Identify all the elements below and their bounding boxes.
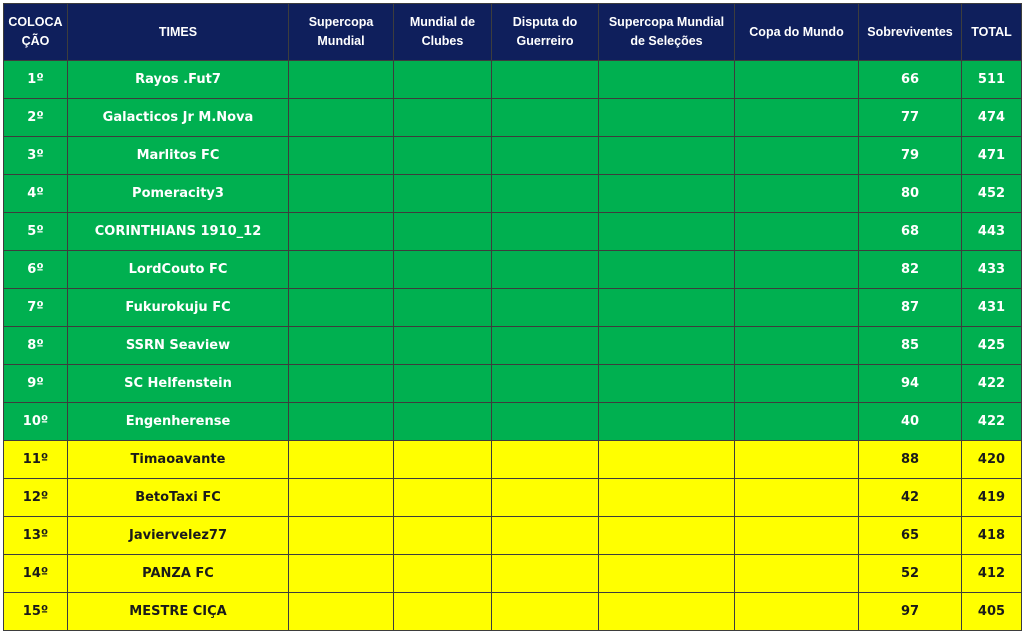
sobreviventes-cell: 80 [859, 175, 962, 213]
rank-cell: 2º [4, 99, 68, 137]
disputa-guerreiro-cell [492, 99, 599, 137]
team-name-cell: Timaoavante [68, 441, 289, 479]
mundial-clubes-cell [394, 327, 492, 365]
disputa-guerreiro-cell [492, 517, 599, 555]
supercopa-selecoes-cell [599, 289, 735, 327]
col-header-mundial-clubes-label: Mundial de Clubes [409, 15, 476, 48]
table-row [4, 555, 1022, 593]
rank-cell: 7º [4, 289, 68, 327]
supercopa-selecoes-cell [599, 327, 735, 365]
supercopa-selecoes-cell [599, 99, 735, 137]
disputa-guerreiro-cell [492, 593, 599, 631]
sobreviventes-cell: 79 [859, 137, 962, 175]
sobreviventes-cell: 97 [859, 593, 962, 631]
mundial-clubes-cell [394, 517, 492, 555]
copa-mundo-cell [735, 403, 859, 441]
supercopa-mundial-cell [289, 327, 394, 365]
rank-cell: 3º [4, 137, 68, 175]
table-row [4, 403, 1022, 441]
rank-cell: 14º [4, 555, 68, 593]
table-row [4, 213, 1022, 251]
col-header-supercopa-selecoes-label: Supercopa Mundial de Seleções [608, 15, 725, 48]
disputa-guerreiro-cell [492, 137, 599, 175]
copa-mundo-cell [735, 479, 859, 517]
copa-mundo-cell [735, 365, 859, 403]
col-header-team [68, 4, 289, 61]
rank-cell: 15º [4, 593, 68, 631]
copa-mundo-cell [735, 327, 859, 365]
supercopa-mundial-cell [289, 365, 394, 403]
rank-cell: 5º [4, 213, 68, 251]
supercopa-mundial-cell [289, 517, 394, 555]
total-cell: 452 [962, 175, 1022, 213]
supercopa-selecoes-cell [599, 593, 735, 631]
disputa-guerreiro-cell [492, 213, 599, 251]
supercopa-mundial-cell [289, 289, 394, 327]
rank-cell: 1º [4, 61, 68, 99]
disputa-guerreiro-cell [492, 289, 599, 327]
table-row [4, 137, 1022, 175]
team-name-cell: Pomeracity3 [68, 175, 289, 213]
col-header-disputa-guerreiro [492, 4, 599, 61]
table-row [4, 175, 1022, 213]
team-name-cell: LordCouto FC [68, 251, 289, 289]
col-header-total-label: TOTAL [971, 24, 1012, 39]
standings-body [4, 61, 1022, 631]
copa-mundo-cell [735, 99, 859, 137]
copa-mundo-cell [735, 251, 859, 289]
supercopa-selecoes-cell [599, 479, 735, 517]
mundial-clubes-cell [394, 175, 492, 213]
total-cell: 405 [962, 593, 1022, 631]
disputa-guerreiro-cell [492, 365, 599, 403]
supercopa-mundial-cell [289, 213, 394, 251]
copa-mundo-cell [735, 61, 859, 99]
table-row [4, 517, 1022, 555]
rank-cell: 6º [4, 251, 68, 289]
table-row [4, 61, 1022, 99]
total-cell: 443 [962, 213, 1022, 251]
team-name-cell: MESTRE CIÇA [68, 593, 289, 631]
supercopa-mundial-cell [289, 99, 394, 137]
mundial-clubes-cell [394, 365, 492, 403]
supercopa-selecoes-cell [599, 137, 735, 175]
col-header-team-label: TIMES [158, 24, 198, 39]
total-cell: 422 [962, 365, 1022, 403]
sobreviventes-cell: 40 [859, 403, 962, 441]
supercopa-selecoes-cell [599, 213, 735, 251]
total-cell: 419 [962, 479, 1022, 517]
sobreviventes-cell: 68 [859, 213, 962, 251]
team-name-cell: Galacticos Jr M.Nova [68, 99, 289, 137]
supercopa-mundial-cell [289, 175, 394, 213]
sobreviventes-cell: 52 [859, 555, 962, 593]
table-row [4, 327, 1022, 365]
col-header-total [962, 4, 1022, 61]
col-header-sobreviventes-label: Sobreviventes [867, 24, 953, 39]
supercopa-mundial-cell [289, 251, 394, 289]
copa-mundo-cell [735, 555, 859, 593]
total-cell: 474 [962, 99, 1022, 137]
supercopa-selecoes-cell [599, 365, 735, 403]
copa-mundo-cell [735, 213, 859, 251]
supercopa-mundial-cell [289, 555, 394, 593]
team-name-cell: CORINTHIANS 1910_12 [68, 213, 289, 251]
total-cell: 418 [962, 517, 1022, 555]
supercopa-selecoes-cell [599, 555, 735, 593]
sobreviventes-cell: 85 [859, 327, 962, 365]
mundial-clubes-cell [394, 213, 492, 251]
supercopa-mundial-cell [289, 61, 394, 99]
copa-mundo-cell [735, 137, 859, 175]
team-name-cell: SSRN Seaview [68, 327, 289, 365]
disputa-guerreiro-cell [492, 403, 599, 441]
supercopa-mundial-cell [289, 593, 394, 631]
disputa-guerreiro-cell [492, 555, 599, 593]
mundial-clubes-cell [394, 99, 492, 137]
col-header-rank [4, 4, 68, 61]
disputa-guerreiro-cell [492, 251, 599, 289]
table-row [4, 479, 1022, 517]
team-name-cell: Rayos .Fut7 [68, 61, 289, 99]
sobreviventes-cell: 82 [859, 251, 962, 289]
rank-cell: 12º [4, 479, 68, 517]
table-row [4, 365, 1022, 403]
team-name-cell: BetoTaxi FC [68, 479, 289, 517]
sobreviventes-cell: 77 [859, 99, 962, 137]
sobreviventes-cell: 87 [859, 289, 962, 327]
total-cell: 433 [962, 251, 1022, 289]
col-header-supercopa-selecoes [599, 4, 735, 61]
disputa-guerreiro-cell [492, 327, 599, 365]
disputa-guerreiro-cell [492, 61, 599, 99]
col-header-disputa-guerreiro-label: Disputa do Guerreiro [512, 15, 578, 48]
mundial-clubes-cell [394, 61, 492, 99]
rank-cell: 8º [4, 327, 68, 365]
header-row [4, 4, 1022, 61]
col-header-copa-mundo [735, 4, 859, 61]
supercopa-mundial-cell [289, 479, 394, 517]
mundial-clubes-cell [394, 137, 492, 175]
standings-table [3, 3, 1022, 631]
sobreviventes-cell: 42 [859, 479, 962, 517]
disputa-guerreiro-cell [492, 175, 599, 213]
supercopa-selecoes-cell [599, 517, 735, 555]
mundial-clubes-cell [394, 441, 492, 479]
col-header-sobreviventes [859, 4, 962, 61]
mundial-clubes-cell [394, 479, 492, 517]
sobreviventes-cell: 66 [859, 61, 962, 99]
total-cell: 471 [962, 137, 1022, 175]
copa-mundo-cell [735, 441, 859, 479]
copa-mundo-cell [735, 289, 859, 327]
team-name-cell: Fukurokuju FC [68, 289, 289, 327]
rank-cell: 10º [4, 403, 68, 441]
total-cell: 422 [962, 403, 1022, 441]
team-name-cell: Javiervelez77 [68, 517, 289, 555]
col-header-copa-mundo-label: Copa do Mundo [749, 24, 844, 39]
supercopa-mundial-cell [289, 441, 394, 479]
table-row [4, 99, 1022, 137]
sobreviventes-cell: 94 [859, 365, 962, 403]
disputa-guerreiro-cell [492, 441, 599, 479]
sobreviventes-cell: 65 [859, 517, 962, 555]
table-row [4, 251, 1022, 289]
rank-cell: 11º [4, 441, 68, 479]
disputa-guerreiro-cell [492, 479, 599, 517]
col-header-supercopa-mundial-label: Supercopa Mundial [308, 15, 374, 48]
col-header-rank-label: COLOCA ÇÃO [8, 15, 63, 48]
rank-cell: 13º [4, 517, 68, 555]
mundial-clubes-cell [394, 403, 492, 441]
supercopa-selecoes-cell [599, 61, 735, 99]
copa-mundo-cell [735, 517, 859, 555]
total-cell: 412 [962, 555, 1022, 593]
supercopa-selecoes-cell [599, 175, 735, 213]
total-cell: 511 [962, 61, 1022, 99]
team-name-cell: SC Helfenstein [68, 365, 289, 403]
team-name-cell: Engenherense [68, 403, 289, 441]
supercopa-mundial-cell [289, 403, 394, 441]
total-cell: 425 [962, 327, 1022, 365]
copa-mundo-cell [735, 175, 859, 213]
rank-cell: 9º [4, 365, 68, 403]
copa-mundo-cell [735, 593, 859, 631]
table-row [4, 593, 1022, 631]
mundial-clubes-cell [394, 289, 492, 327]
mundial-clubes-cell [394, 593, 492, 631]
rank-cell: 4º [4, 175, 68, 213]
total-cell: 431 [962, 289, 1022, 327]
supercopa-selecoes-cell [599, 403, 735, 441]
team-name-cell: PANZA FC [68, 555, 289, 593]
mundial-clubes-cell [394, 251, 492, 289]
table-row [4, 441, 1022, 479]
mundial-clubes-cell [394, 555, 492, 593]
supercopa-mundial-cell [289, 137, 394, 175]
supercopa-selecoes-cell [599, 251, 735, 289]
total-cell: 420 [962, 441, 1022, 479]
sobreviventes-cell: 88 [859, 441, 962, 479]
table-row [4, 289, 1022, 327]
supercopa-selecoes-cell [599, 441, 735, 479]
col-header-supercopa-mundial [289, 4, 394, 61]
col-header-mundial-clubes [394, 4, 492, 61]
team-name-cell: Marlitos FC [68, 137, 289, 175]
